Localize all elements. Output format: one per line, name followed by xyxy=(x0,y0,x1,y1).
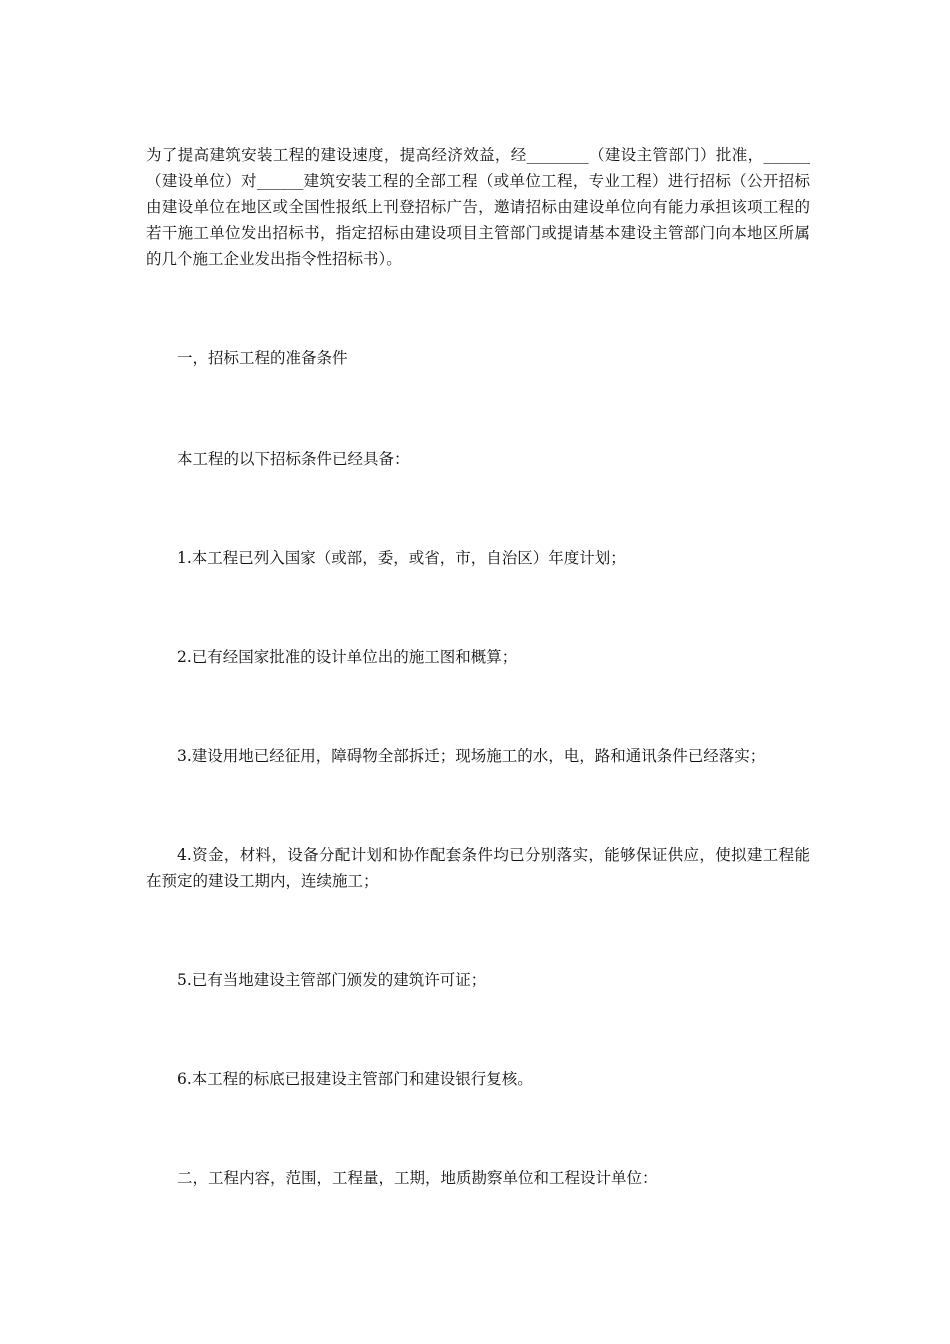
condition-item-1: 1.本工程已列入国家（或部，委，或省，市，自治区）年度计划； xyxy=(177,549,626,567)
condition-item-2: 2.已有经国家批准的设计单位出的施工图和概算； xyxy=(177,648,518,666)
condition-item-5: 5.已有当地建设主管部门颁发的建筑许可证； xyxy=(177,971,487,989)
condition-item-4: 4.资金，材料，设备分配计划和协作配套条件均已分别落实，能够保证供应，使拟建工程能在预定的建设工期内，连续施工； xyxy=(146,846,810,890)
section2-heading: 二，工程内容，范围，工程量，工期，地质勘察单位和工程设计单位： xyxy=(177,1169,658,1187)
section1-heading: 一，招标工程的准备条件 xyxy=(177,349,348,367)
condition-item-3: 3.建设用地已经征用，障碍物全部拆迁；现场施工的水，电，路和通讯条件已经落实； xyxy=(177,747,766,765)
condition-item-6: 6.本工程的标底已报建设主管部门和建设银行复核。 xyxy=(177,1070,533,1088)
conditions-intro: 本工程的以下招标条件已经具备： xyxy=(177,450,410,468)
intro-paragraph: 为了提高建筑安装工程的建设速度，提高经济效益，经________（建设主管部门）批准，______（建设单位）对______建筑安装工程的全部工程（或单位工程，专业工程）进行招标（公开招标由建设单位在地区或全国性报纸上刊登招标广告，邀请招标由建设单位向有能力承担该项工程的若干施工单位发出招标书，指定招标由建设项目主管部门或提请基本建设主管部门向本地区所属的几个施工企业发出指令性招标书）。 xyxy=(146,146,810,268)
